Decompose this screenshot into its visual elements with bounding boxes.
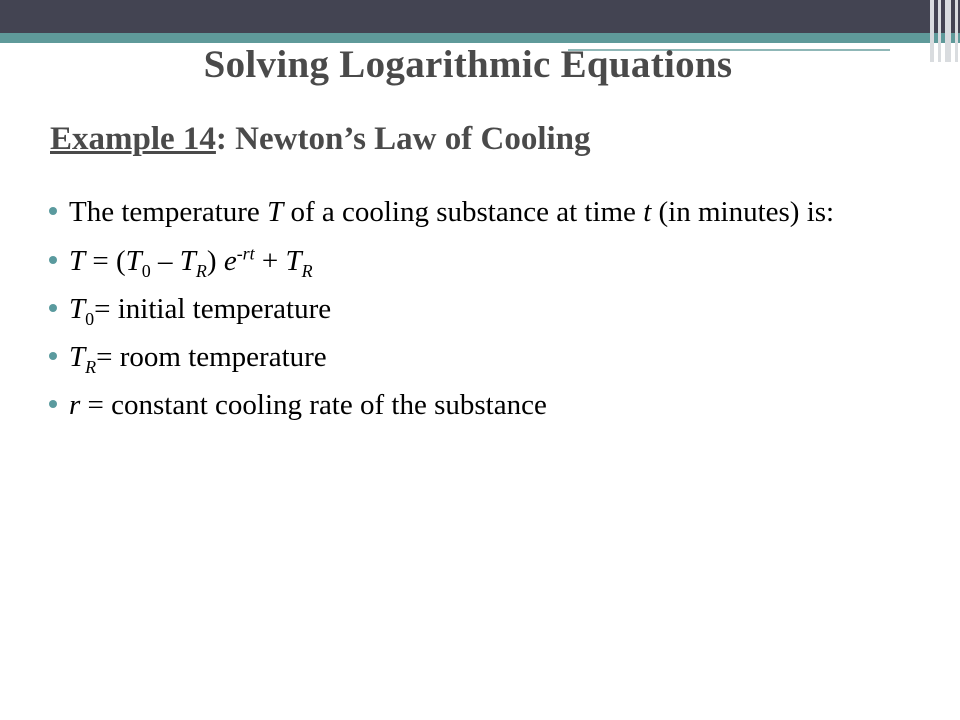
list-item: r = constant cooling rate of the substance [49, 387, 879, 424]
bullet-icon [49, 207, 57, 215]
slide-title: Solving Logarithmic Equations [203, 43, 733, 86]
bullet-icon [49, 400, 57, 408]
slide-subtitle [50, 121, 591, 158]
example-label: Example 14 [50, 121, 216, 157]
list-item: $T_R=$ room temperature [49, 339, 879, 376]
top-bar [0, 0, 960, 33]
bullet-icon [49, 256, 57, 264]
list-item: The temperature T of a cooling substance at time t (in minutes) is: [49, 194, 879, 231]
bullet-list [49, 194, 879, 435]
bullet-icon [49, 304, 57, 312]
subtitle-text: : Newton’s Law of Cooling [215, 121, 591, 157]
list-item: $T_0=$ initial temperature [49, 291, 879, 328]
bullet-icon [49, 352, 57, 360]
formula-item: $T = (T_0 - T_R) e^{-rt} + T_R$ [49, 243, 879, 280]
